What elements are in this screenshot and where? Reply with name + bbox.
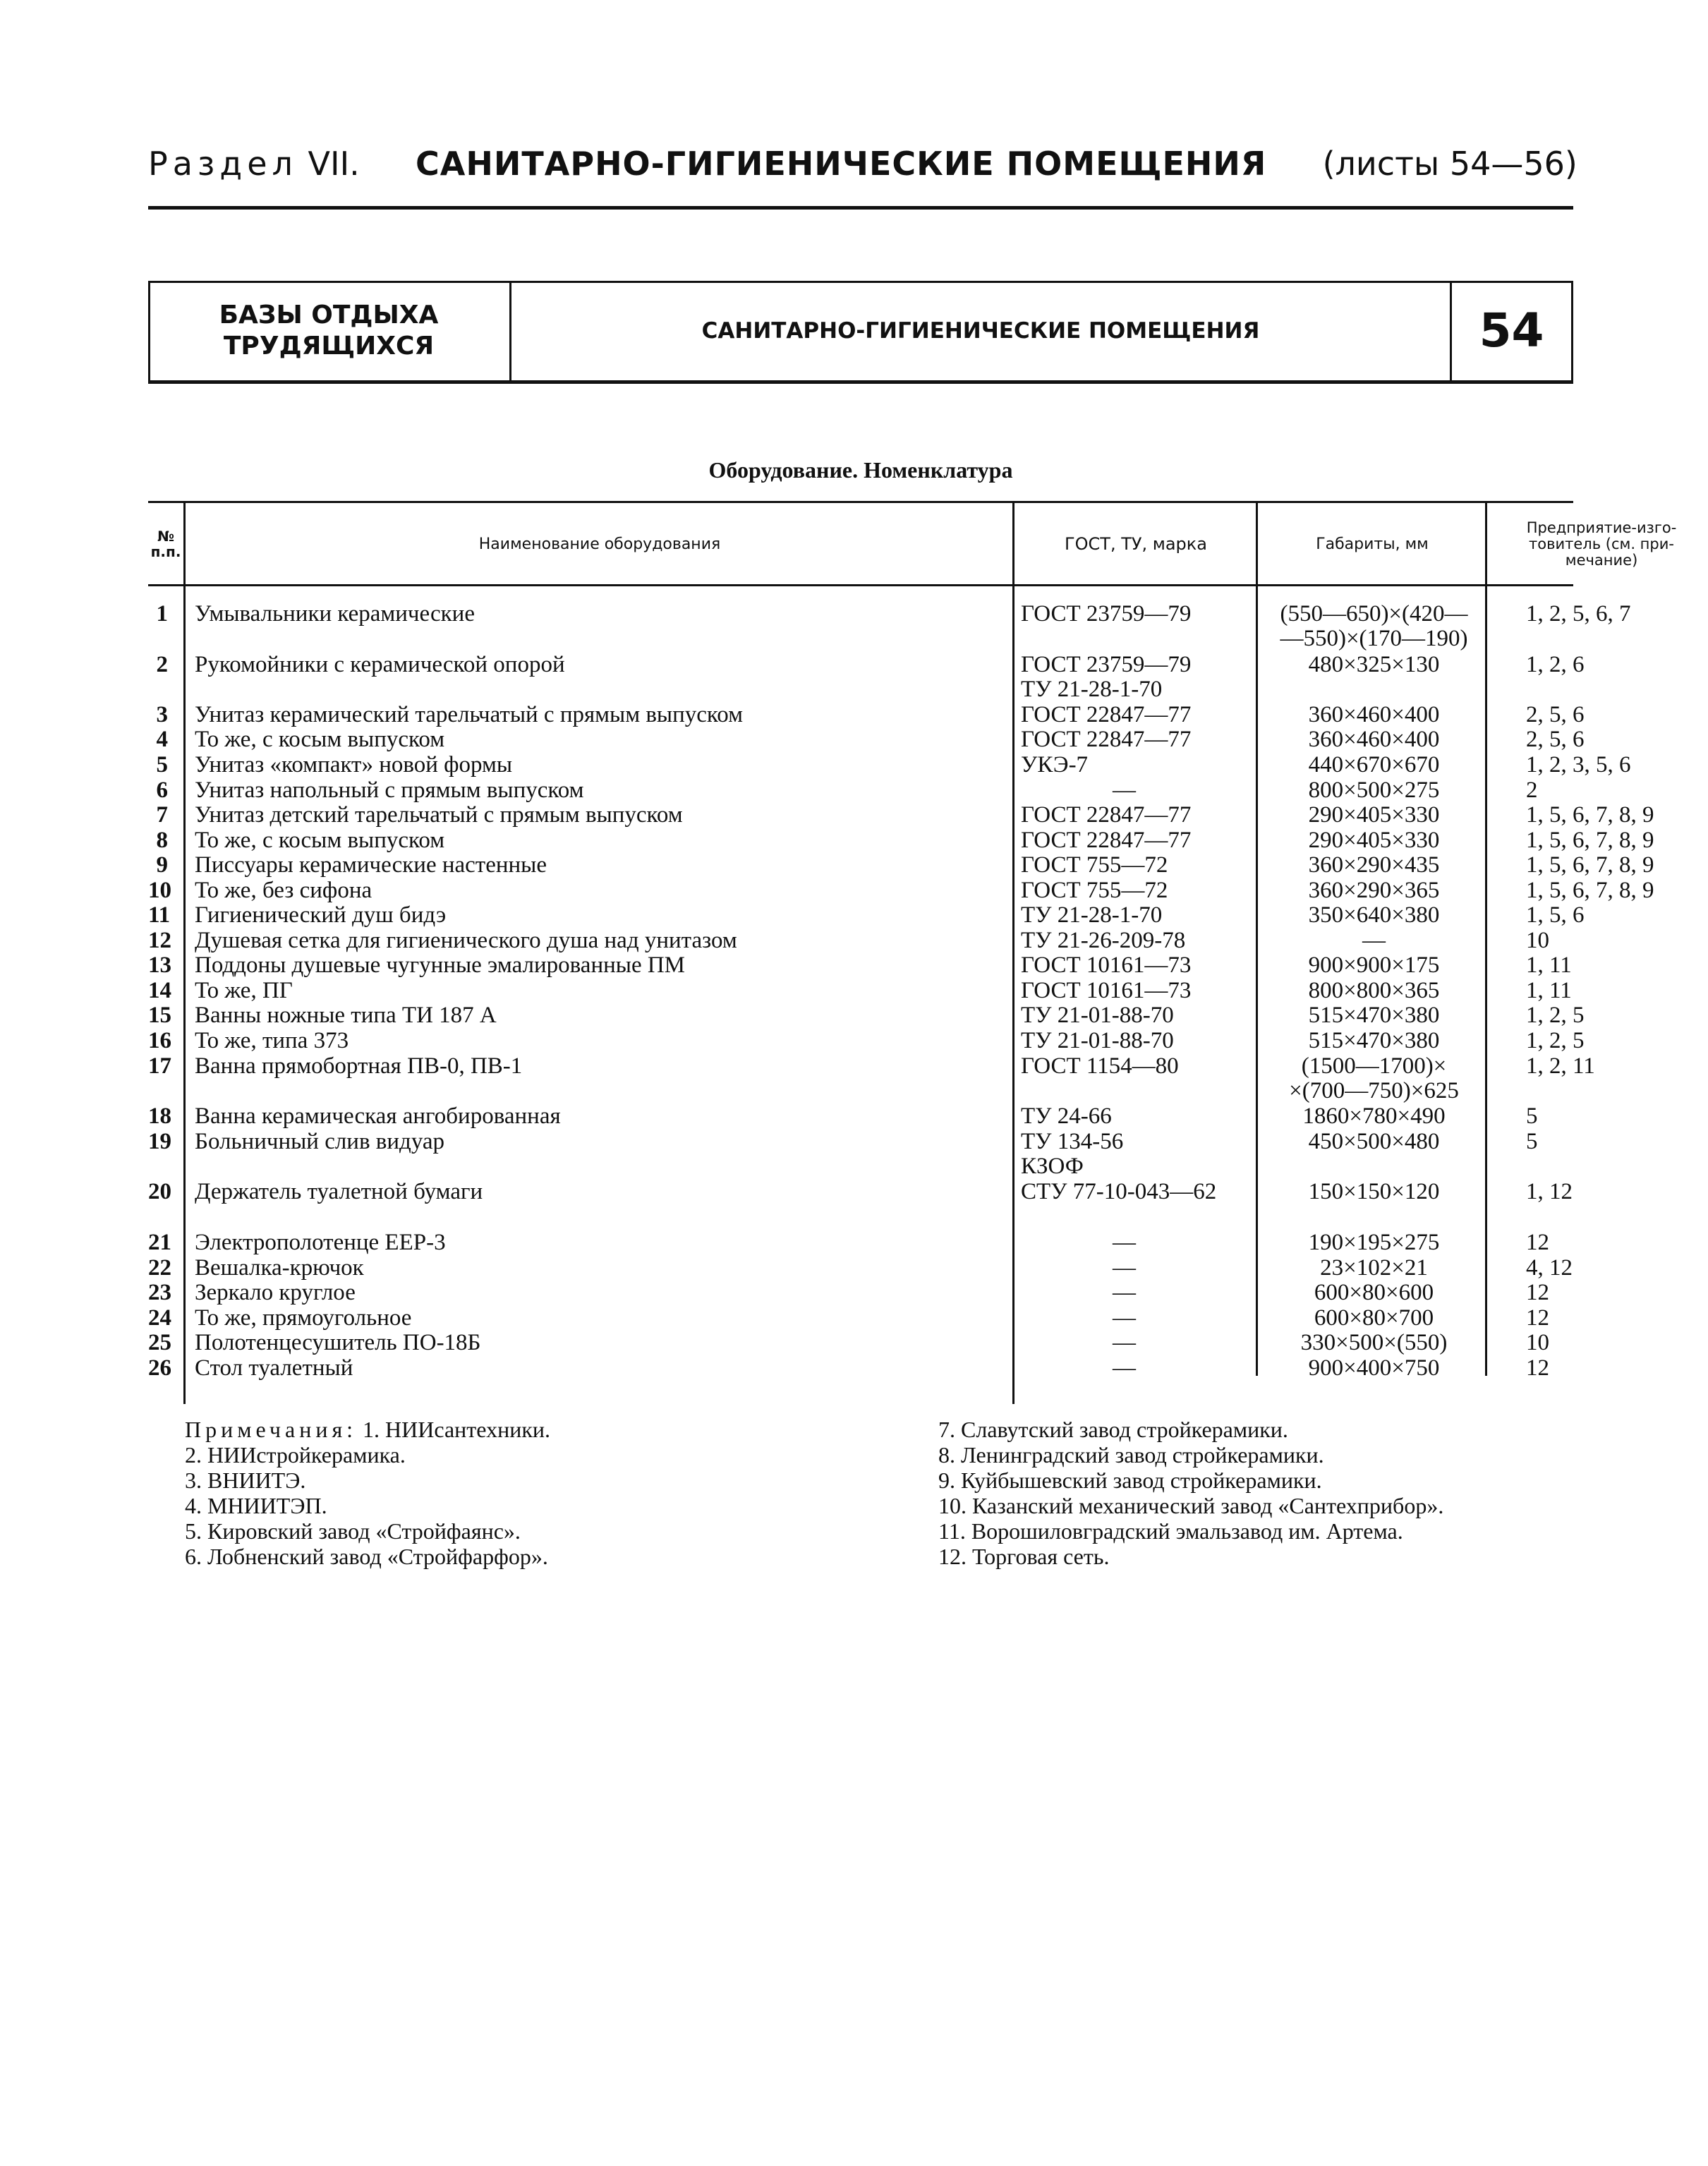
row-manufacturer: 12 xyxy=(1526,1355,1549,1381)
note-item: 8. Ленинградский завод стройкерамики. xyxy=(938,1442,1324,1468)
notes-right xyxy=(938,1417,1443,1569)
row-gost: — xyxy=(1113,1255,1136,1281)
row-dims: 515×470×380 xyxy=(1308,1028,1440,1053)
row-name: То же, без сифона xyxy=(195,878,373,903)
row-number: 15 xyxy=(148,1003,171,1028)
section-title: САНИТАРНО-ГИГИЕНИЧЕСКИЕ ПОМЕЩЕНИЯ xyxy=(416,145,1267,183)
row-gost: ГОСТ 10161—73 xyxy=(1021,978,1192,1003)
row-dims: (550—650)×(420— —550)×(170—190) xyxy=(1280,601,1468,651)
row-number: 1 xyxy=(156,601,168,627)
row-name: То же, с косым выпуском xyxy=(195,727,445,752)
row-name: Унитаз «компакт» новой формы xyxy=(195,752,513,778)
row-gost: — xyxy=(1113,778,1136,803)
row-dims: 800×500×275 xyxy=(1308,778,1440,803)
row-number: 17 xyxy=(148,1053,171,1079)
row-manufacturer: 5 xyxy=(1526,1129,1538,1154)
row-number: 20 xyxy=(148,1179,171,1204)
row-name: Унитаз детский тарельчатый с прямым выпуском xyxy=(195,802,683,828)
section-sheets: (листы 54—56) xyxy=(1322,145,1577,183)
row-manufacturer: 1, 11 xyxy=(1526,978,1572,1003)
table-title: Оборудование. Номенклатура xyxy=(708,457,1013,483)
row-name: Умывальники керамические xyxy=(195,601,475,627)
row-gost: ГОСТ 23759—79 xyxy=(1021,601,1192,627)
row-dims: 360×290×365 xyxy=(1308,878,1440,903)
row-manufacturer: 1, 5, 6, 7, 8, 9 xyxy=(1526,802,1654,828)
row-name: То же, с косым выпуском xyxy=(195,828,445,853)
note-item: 5. Кировский завод «Стройфаянс». xyxy=(185,1518,521,1544)
row-name: Полотенцесушитель ПО-18Б xyxy=(195,1330,481,1355)
row-manufacturer: 4, 12 xyxy=(1526,1255,1573,1281)
notes-left xyxy=(185,1417,550,1569)
row-manufacturer: 1, 2, 11 xyxy=(1526,1053,1595,1079)
note-item: 10. Казанский механический завод «Сантехприбор». xyxy=(938,1493,1444,1518)
row-number: 14 xyxy=(148,978,171,1003)
row-number: 11 xyxy=(148,902,171,928)
section-prefix: Раздел xyxy=(148,145,298,183)
row-gost: — xyxy=(1113,1355,1136,1381)
row-manufacturer: 1, 5, 6 xyxy=(1526,902,1585,928)
row-name: Ванна керамическая ангобированная xyxy=(195,1103,561,1129)
row-dims: 450×500×480 xyxy=(1308,1129,1440,1154)
row-gost: — xyxy=(1113,1330,1136,1355)
row-gost: ГОСТ 22847—77 xyxy=(1021,702,1192,727)
row-gost: ГОСТ 22847—77 xyxy=(1021,802,1192,828)
row-name: Вешалка-крючок xyxy=(195,1255,364,1281)
row-dims: 515×470×380 xyxy=(1308,1003,1440,1028)
row-dims: 360×460×400 xyxy=(1308,727,1440,752)
row-gost: ГОСТ 755—72 xyxy=(1021,852,1168,878)
row-gost: СТУ 77-10-043—62 xyxy=(1021,1179,1217,1204)
row-name: То же, типа 373 xyxy=(195,1028,349,1053)
row-name: Рукомойники с керамической опорой xyxy=(195,652,565,677)
row-number: 3 xyxy=(156,702,168,727)
row-number: 24 xyxy=(148,1305,171,1331)
equipment-table xyxy=(148,501,1677,1411)
section-numeral: VII. xyxy=(308,145,360,183)
row-number: 5 xyxy=(156,752,168,778)
section-header xyxy=(148,145,1577,201)
row-dims: 440×670×670 xyxy=(1308,752,1440,778)
row-number: 6 xyxy=(156,778,168,803)
row-dims: — xyxy=(1362,928,1386,953)
row-name: Душевая сетка для гигиенического душа над унитазом xyxy=(195,928,737,953)
row-dims: 150×150×120 xyxy=(1308,1179,1440,1204)
row-number: 19 xyxy=(148,1129,171,1154)
note-item: 7. Славутский завод стройкерамики. xyxy=(938,1417,1288,1442)
row-gost: ГОСТ 755—72 xyxy=(1021,878,1168,903)
row-name: Писсуары керамические настенные xyxy=(195,852,547,878)
header-box-category-line1: БАЗЫ ОТДЫХА xyxy=(219,300,439,329)
row-name: Унитаз керамический тарельчатый с прямым выпуском xyxy=(195,702,744,727)
row-name: Ванна прямобортная ПВ-0, ПВ-1 xyxy=(195,1053,523,1079)
row-dims: 330×500×(550) xyxy=(1300,1330,1448,1355)
row-gost: ГОСТ 23759—79 ТУ 21-28-1-70 xyxy=(1021,652,1192,702)
note-item: 12. Торговая сеть. xyxy=(938,1544,1110,1569)
row-name: Зеркало круглое xyxy=(195,1280,356,1305)
row-manufacturer: 10 xyxy=(1526,1330,1549,1355)
header-box-category-line2: ТРУДЯЩИХСЯ xyxy=(223,331,435,361)
row-number: 22 xyxy=(148,1255,171,1281)
row-manufacturer: 2, 5, 6 xyxy=(1526,727,1585,752)
row-gost: ТУ 24-66 xyxy=(1021,1103,1112,1129)
note-item: 11. Ворошиловградский эмальзавод им. Артема. xyxy=(938,1518,1403,1544)
row-gost: — xyxy=(1113,1305,1136,1331)
row-number: 26 xyxy=(148,1355,171,1381)
row-number: 2 xyxy=(156,652,168,677)
row-name: Гигиенический душ бидэ xyxy=(195,902,447,928)
note-item: 2. НИИстройкерамика. xyxy=(185,1442,406,1468)
row-number: 23 xyxy=(148,1280,171,1305)
row-dims: 900×900×175 xyxy=(1308,952,1440,978)
row-gost: ГОСТ 10161—73 xyxy=(1021,952,1192,978)
row-dims: 290×405×330 xyxy=(1308,828,1440,853)
row-number: 9 xyxy=(156,852,168,878)
row-gost: ТУ 134-56 КЗОФ xyxy=(1021,1129,1124,1179)
row-gost: ГОСТ 22847—77 xyxy=(1021,828,1192,853)
note-item: Примечания: 1. НИИсантехники. xyxy=(185,1417,550,1442)
row-manufacturer: 12 xyxy=(1526,1230,1549,1255)
row-number: 8 xyxy=(156,828,168,853)
row-number: 7 xyxy=(156,802,168,828)
section-rule xyxy=(148,206,1573,210)
note-item: 6. Лобненский завод «Стройфарфор». xyxy=(185,1544,548,1569)
row-manufacturer: 1, 5, 6, 7, 8, 9 xyxy=(1526,828,1654,853)
row-name: Стол туалетный xyxy=(195,1355,353,1381)
row-dims: 23×102×21 xyxy=(1320,1255,1428,1281)
row-gost: ТУ 21-26-209-78 xyxy=(1021,928,1186,953)
row-manufacturer: 1, 2, 6 xyxy=(1526,652,1585,677)
header-box-title: САНИТАРНО-ГИГИЕНИЧЕСКИЕ ПОМЕЩЕНИЯ xyxy=(701,317,1260,344)
row-manufacturer: 12 xyxy=(1526,1280,1549,1305)
row-dims: 900×400×750 xyxy=(1308,1355,1440,1381)
row-manufacturer: 1, 2, 5 xyxy=(1526,1028,1585,1053)
row-manufacturer: 2 xyxy=(1526,778,1538,803)
row-dims: 800×800×365 xyxy=(1308,978,1440,1003)
row-gost: ГОСТ 1154—80 xyxy=(1021,1053,1179,1079)
row-number: 10 xyxy=(148,878,171,903)
row-manufacturer: 1, 2, 3, 5, 6 xyxy=(1526,752,1631,778)
note-item: 4. МНИИТЭП. xyxy=(185,1493,327,1518)
header-num: № п.п. xyxy=(150,528,181,560)
header-box-category xyxy=(148,281,509,380)
row-name: Электрополотенце ЕЕР-3 xyxy=(195,1230,446,1255)
row-dims: (1500—1700)× ×(700—750)×625 xyxy=(1289,1053,1459,1103)
header-box xyxy=(148,281,1573,385)
row-number: 4 xyxy=(156,727,168,752)
row-name: Держатель туалетной бумаги xyxy=(195,1179,483,1204)
note-item: 9. Куйбышевский завод стройкерамики. xyxy=(938,1468,1322,1493)
note-item: 3. ВНИИТЭ. xyxy=(185,1468,306,1493)
row-manufacturer: 10 xyxy=(1526,928,1549,953)
row-name: Ванны ножные типа ТИ 187 А xyxy=(195,1003,497,1028)
row-dims: 290×405×330 xyxy=(1308,802,1440,828)
row-manufacturer: 1, 2, 5, 6, 7 xyxy=(1526,601,1631,627)
row-manufacturer: 1, 12 xyxy=(1526,1179,1573,1204)
row-manufacturer: 2, 5, 6 xyxy=(1526,702,1585,727)
row-dims: 350×640×380 xyxy=(1308,902,1440,928)
row-manufacturer: 1, 5, 6, 7, 8, 9 xyxy=(1526,878,1654,903)
row-manufacturer: 1, 2, 5 xyxy=(1526,1003,1585,1028)
row-number: 12 xyxy=(148,928,171,953)
row-number: 18 xyxy=(148,1103,171,1129)
header-manufacturer: Предприятие-изго- товитель (см. при- мечание) xyxy=(1526,519,1677,569)
row-dims: 190×195×275 xyxy=(1308,1230,1440,1255)
row-number: 25 xyxy=(148,1330,171,1355)
row-dims: 480×325×130 xyxy=(1308,652,1440,677)
row-dims: 360×460×400 xyxy=(1308,702,1440,727)
row-name: Унитаз напольный с прямым выпуском xyxy=(195,778,584,803)
row-gost: ТУ 21-28-1-70 xyxy=(1021,902,1163,928)
row-gost: УКЭ-7 xyxy=(1021,752,1089,778)
header-box-sheet-number: 54 xyxy=(1479,303,1544,358)
row-dims: 1860×780×490 xyxy=(1302,1103,1446,1129)
row-name: То же, прямоугольное xyxy=(195,1305,412,1331)
row-name: Больничный слив видуар xyxy=(195,1129,445,1154)
row-dims: 360×290×435 xyxy=(1308,852,1440,878)
header-name: Наименование оборудования xyxy=(478,535,721,553)
header-dims: Габариты, мм xyxy=(1316,535,1429,553)
row-dims: 600×80×700 xyxy=(1314,1305,1434,1331)
header-gost: ГОСТ, ТУ, марка xyxy=(1065,533,1207,554)
row-name: То же, ПГ xyxy=(195,978,293,1003)
row-name: Поддоны душевые чугунные эмалированные ПМ xyxy=(195,952,686,978)
row-number: 21 xyxy=(148,1230,171,1255)
row-manufacturer: 5 xyxy=(1526,1103,1538,1129)
row-gost: ТУ 21-01-88-70 xyxy=(1021,1003,1174,1028)
row-gost: ГОСТ 22847—77 xyxy=(1021,727,1192,752)
row-gost: — xyxy=(1113,1280,1136,1305)
row-gost: ТУ 21-01-88-70 xyxy=(1021,1028,1174,1053)
row-number: 13 xyxy=(148,952,171,978)
row-manufacturer: 12 xyxy=(1526,1305,1549,1331)
row-gost: — xyxy=(1113,1230,1136,1255)
row-number: 16 xyxy=(148,1028,171,1053)
row-dims: 600×80×600 xyxy=(1314,1280,1434,1305)
row-manufacturer: 1, 5, 6, 7, 8, 9 xyxy=(1526,852,1654,878)
row-manufacturer: 1, 11 xyxy=(1526,952,1572,978)
